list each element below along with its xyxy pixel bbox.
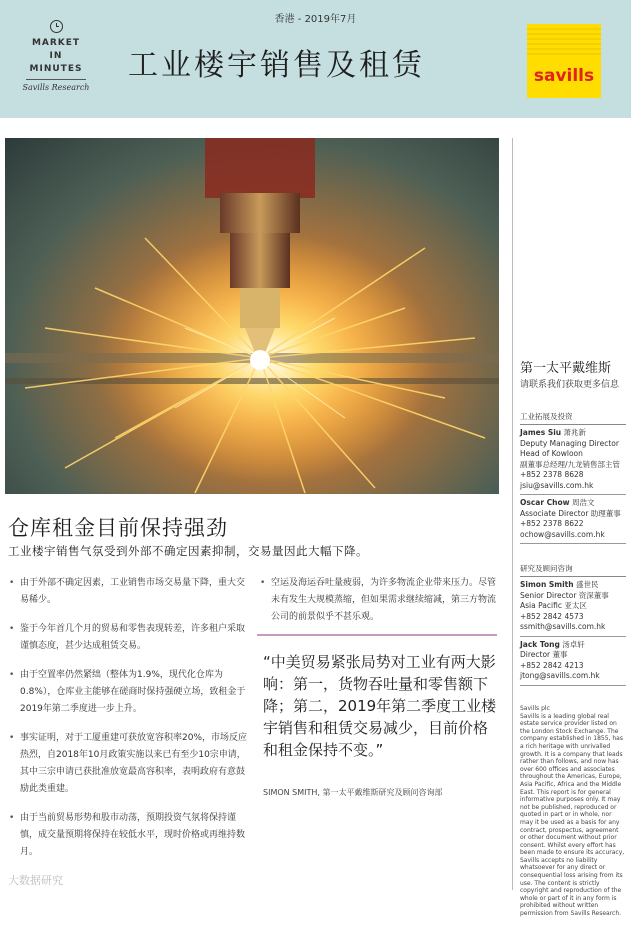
- contact-name: Oscar Chow: [520, 498, 570, 507]
- mim-divider: [26, 79, 86, 80]
- section-title: 仓库租金目前保持强劲: [8, 516, 228, 540]
- contact-phone: +852 2378 8628: [520, 470, 584, 479]
- contact-line: Associate Director 助理董事: [520, 508, 621, 518]
- savills-logo: [527, 24, 601, 98]
- list-item: • 鉴于今年首几个月的贸易和零售表现转差，许多租户采取谨慎态度，甚少达成租赁交易。: [6, 621, 249, 655]
- contact-cn-name: 汤卓轩: [562, 639, 585, 649]
- quote-attribution: SIMON SMITH, 第一太平戴维斯研究及顾问咨询部: [263, 788, 443, 797]
- disclaimer-text: Savills plc Savills is a leading global real estate service provider listed on the London Stock Exchange. The company established in 1855, has a rich heritage with unrivalled growth. It is a company that leads rather than follows, and now has over 600 offices and associates throughout the Americas, Europe, Asia Pacific, Africa and the Middle East. This report is for general informative purposes only. It may not be published, reproduced or quoted in part or in whole, nor may it be used as a basis for any contract, prospectus, agreement or other document without prior consent. Whilst every effort has been made to ensure its accuracy, Savills accepts no liability whatsoever for any direct or consequential loss arising from its use. The content is strictly copyright and reproduction of the whole or part of it in any form is prohibited without written permission from Savills Research.: [520, 705, 625, 918]
- disclaimer: [520, 686, 626, 937]
- contact-line: 副董事总经理/九龙销售部主管: [520, 459, 621, 469]
- contact-card-simon-smith: [520, 580, 626, 637]
- sidebar-section-title: 研究及顾问咨询: [520, 563, 626, 577]
- sidebar-company: [520, 357, 626, 391]
- list-item: • 事实证明，对于工厦重建可获放宽容积率20%，市场反应热烈，自2018年10月政策实施以来已有至少10宗申请，其中三宗申请已获批准放宽最高容积率，表明政府有意鼓励此类重建。: [6, 730, 249, 798]
- section-subtitle: 工业楼宇销售气氛受到外部不确定因素抑制，交易量因此大幅下降。: [8, 544, 368, 558]
- clock-icon: [50, 20, 63, 33]
- pull-quote: “中美贸易紧张局势对工业有两大影响：第一，货物吞吐量和零售额下降；第二，2019年第二季度工业楼宇销售和租赁交易减少，目前价格和租金保持不变。”: [263, 653, 497, 759]
- mim-research: Savills Research: [22, 83, 90, 92]
- hero-photo-laser-cutting: [5, 138, 499, 494]
- contact-email[interactable]: ochow@savills.com.hk: [520, 529, 605, 539]
- mim-word-1: MARKET: [31, 38, 81, 48]
- quote-divider: [257, 634, 497, 636]
- contact-cn-name: 周浩文: [571, 498, 595, 507]
- mim-word-3: MINUTES: [29, 64, 83, 74]
- contact-phone: +852 2378 8622: [520, 519, 584, 528]
- photo-illustration: [5, 138, 499, 494]
- contact-email[interactable]: jtong@savills.com.hk: [520, 671, 600, 680]
- market-in-minutes-badge: [22, 20, 90, 92]
- contact-cn-name: 萧兆新: [563, 428, 587, 437]
- contact-card-oscar-chow: [520, 498, 626, 544]
- bullet-list-right: [257, 575, 497, 638]
- contact-line: Head of Kowloon: [520, 449, 583, 458]
- contact-email[interactable]: ssmith@savills.com.hk: [520, 622, 606, 631]
- contact-name: James Siu: [520, 428, 562, 437]
- contact-name: Jack Tong: [520, 639, 560, 649]
- contact-note: 请联系我们获取更多信息: [520, 380, 620, 390]
- contact-line: Senior Director 资深董事: [520, 590, 609, 600]
- contact-phone: +852 2842 4213: [520, 660, 584, 670]
- contact-cn-name: 盛世民: [576, 580, 599, 589]
- report-date: 香港 - 2019年7月: [274, 14, 357, 25]
- list-item: • 空运及海运吞吐量疲弱，为许多物流企业带来压力。尽管未有发生大规模蒸缩，但如果需求继续缩减，第三方物流公司的前景似乎不甚乐观。: [257, 575, 497, 626]
- contact-card-jack-tong: [520, 640, 626, 686]
- logo-text: savills: [533, 66, 595, 86]
- sidebar-section-1: [520, 411, 626, 544]
- report-title: 工业楼宇销售及租赁: [128, 48, 425, 83]
- company-name: 第一太平戴维斯: [520, 361, 612, 376]
- contact-card-james-siu: [520, 428, 626, 495]
- list-item: • 由于外部不确定因素，工业销售市场交易量下降，重大交易稀少。: [6, 575, 249, 609]
- contact-line: Deputy Managing Director: [520, 438, 619, 448]
- watermark: 大数据研究: [8, 874, 63, 887]
- contact-line: Director 董事: [520, 650, 568, 659]
- contact-line: Asia Pacific 亚太区: [520, 601, 587, 610]
- sidebar-section-title: 工业拓展及投资: [520, 411, 626, 425]
- sidebar-section-2: [520, 563, 626, 686]
- list-item: • 由于当前贸易形势和股市动荡，预期投资气氛将保持谨慎，成交量预期将保持在较低水平，现时价格或再维持数月。: [6, 810, 249, 861]
- mim-word-2: IN: [49, 51, 63, 61]
- sidebar-divider: [512, 138, 513, 890]
- contact-name: Simon Smith: [520, 580, 574, 589]
- report-header: [0, 0, 631, 118]
- contact-email[interactable]: jsiu@savills.com.hk: [520, 480, 594, 490]
- contact-phone: +852 2842 4573: [520, 611, 584, 621]
- bullet-list-left: [6, 575, 249, 873]
- logo-stripes: [527, 24, 601, 64]
- list-item: • 由于空置率仍然紧绌（整体为1.9%，现代化仓库为0.8%），仓库业主能够在磋商时保持强硬立场，致租金于2019年第二季度进一步上升。: [6, 667, 249, 718]
